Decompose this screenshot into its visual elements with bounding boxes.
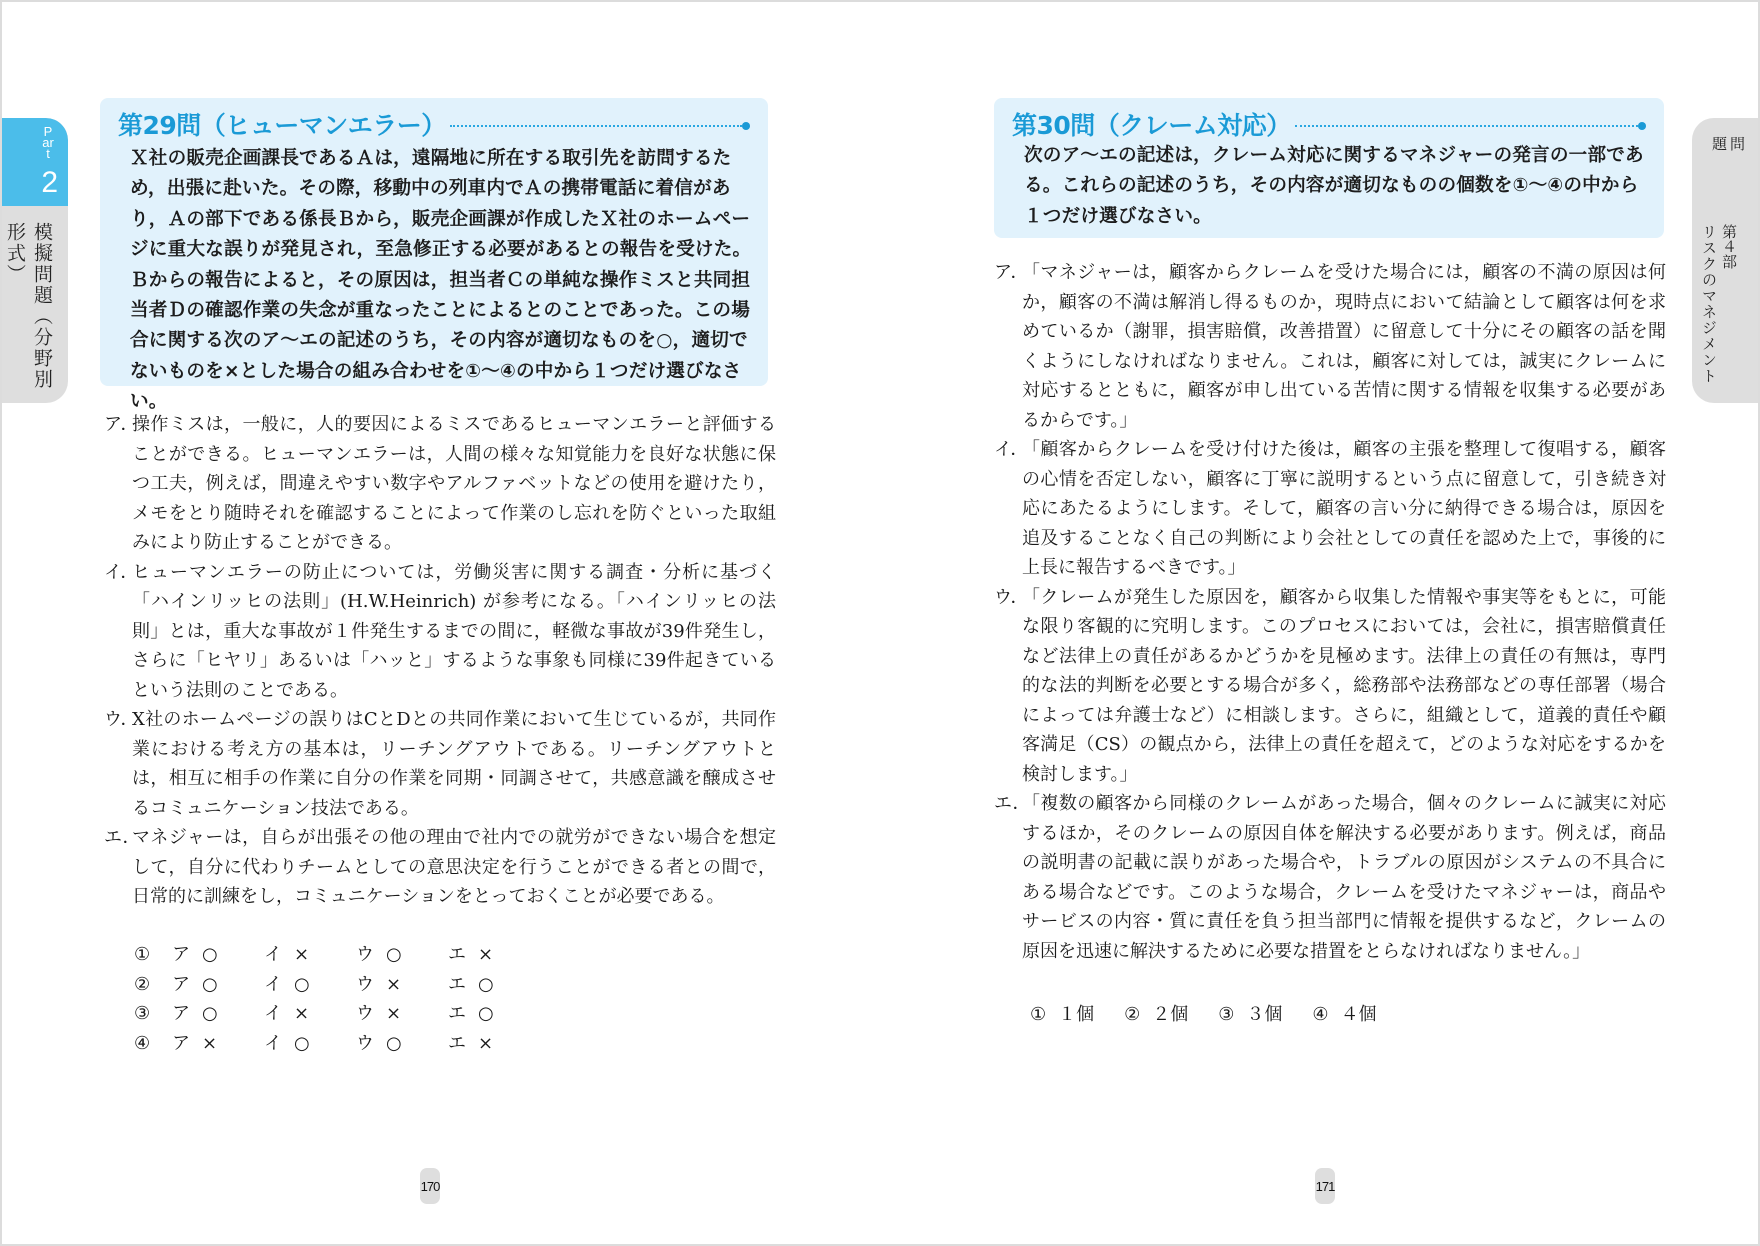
choice-mark: ○ — [202, 944, 218, 965]
choice-key: イ — [264, 944, 282, 965]
leader-dot-icon — [1638, 122, 1646, 130]
answer-choice-3[interactable] — [1218, 1000, 1282, 1030]
answer-choice-3[interactable] — [134, 999, 540, 1029]
statement-label: エ． — [104, 827, 141, 848]
section-label: 模擬問題（分野別形式） — [4, 222, 53, 390]
statement-label: イ． — [994, 439, 1029, 460]
choice-value: ４個 — [1340, 1004, 1377, 1025]
chapter-side-tab — [1692, 118, 1758, 403]
answer-choice-4[interactable] — [1312, 1000, 1376, 1030]
question-title-row — [1012, 106, 1646, 142]
choice-mark: ○ — [294, 1032, 310, 1054]
choice-number: ④ — [134, 1032, 151, 1054]
choice-mark: × — [478, 944, 494, 965]
statement-item — [994, 583, 1666, 790]
choice-number: ① — [134, 944, 151, 965]
choice-key: エ — [448, 944, 466, 965]
statement-item — [104, 558, 776, 706]
choice-mark: ○ — [202, 973, 218, 995]
statement-text: ヒューマンエラーの防止については，労働災害に関する調査・分析に基づく「ハインリッヒの法則」(H.W.Heinrich) が参考になる。「ハインリッヒの法則」とは，重大な事故が１件発生するまでの間に，軽微な事故が39件発生し，さらに「ヒヤリ」あるいは「ハッと」するような事象も同様に39件起きているという法則のことである。 — [132, 561, 776, 701]
choice-number: ② — [134, 973, 151, 995]
choice-key: ア — [172, 944, 190, 965]
problem-label-char: 題 — [1710, 136, 1728, 165]
choice-key: エ — [448, 1032, 466, 1054]
choice-value: １個 — [1058, 1004, 1095, 1025]
answer-choice-1[interactable] — [1030, 1000, 1094, 1030]
statement-item — [994, 258, 1666, 435]
question-prompt: 次のア～エの記述は，クレーム対応に関するマネジャーの発言の一部である。これらの記述のうち，その内容が適切なものの個数を①～④の中から１つだけ選びなさい。 — [1024, 145, 1644, 227]
answer-choice-1[interactable] — [134, 940, 540, 970]
statement-text: 「クレームが発生した原因を，顧客から収集した情報や事実等をもとに，可能な限り客観的に究明します。このプロセスにおいては，会社に，損害賠償責任など法律上の責任があるかどうかを見極めます。法律上の責任の有無は，専門的な法的判断を必要とする場合が多く，総務部や法務部などの専任部署（場合によっては弁護士など）に相談します。さらに，組織として，道義的責任や顧客満足（CS）の観点から，法律上の責任を超えて，どのような対応をするかを検討します。」 — [1022, 586, 1666, 785]
statement-label: イ． — [104, 561, 139, 583]
part-label: 第４部 — [1720, 224, 1738, 269]
statement-text: X社のホームページの誤りはCとDとの共同作業において生じているが，共同作業における考え方の基本は，リーチングアウトである。リーチングアウトとは，相互に相手の作業に自分の作業を同期・同調させて，共感意識を醸成させるコミュニケーション技法である。 — [132, 709, 776, 819]
choice-mark: ○ — [202, 1003, 218, 1024]
statement-label: ア． — [994, 262, 1029, 283]
choice-key: ウ — [356, 973, 374, 995]
choice-mark: × — [386, 1003, 402, 1024]
answer-choices — [1030, 1000, 1407, 1030]
problem-label — [1710, 136, 1746, 165]
statement-item — [104, 705, 776, 823]
choice-mark: ○ — [478, 1003, 494, 1024]
question-prompt: Ｘ社の販売企画課長であるＡは，遠隔地に所在する取引先を訪問するため，出張に赴いた。その際，移動中の列車内でＡの携帯電話に着信があり，Ａの部下である係長Ｂから，販売企画課が作成したＸ社のホームページに重大な誤りが発見され，至急修正する必要があるとの報告を受けた。Ｂからの報告によると，その原因は，担当者Ｃの単純な操作ミスと共同担当者Ｄの確認作業の失念が重なったことによるとのことであった。この場合に関する次のア～エの記述のうち，その内容が適切なものを○，適切でないものを×とした場合の組み合わせを①～④の中から１つだけ選びなさい。 — [130, 148, 752, 413]
choice-value: ３個 — [1246, 1004, 1283, 1025]
choice-key: ウ — [356, 1003, 374, 1024]
statement-label: ウ． — [994, 586, 1029, 608]
choice-mark: ○ — [478, 973, 494, 995]
choice-key: ウ — [356, 1032, 374, 1054]
statement-text: 「マネジャーは，顧客からクレームを受けた場合には，顧客の不満の原因は何か，顧客の不満は解消し得るものか，現時点において結論として顧客は何を求めているか（謝罪，損害賠償，改善措置）に留意して十分にその顧客の話を聞くようにしなければなりません。これは，顧客に対しては，誠実にクレームに対応するとともに，顧客が申し出ている苦情に関する情報を収集する必要があるからです。」 — [1022, 262, 1666, 431]
statement-list — [104, 410, 776, 912]
statement-item — [994, 789, 1666, 966]
choice-mark: ○ — [386, 944, 402, 965]
choice-key: エ — [448, 973, 466, 995]
choice-key: エ — [448, 1003, 466, 1024]
question-title-row — [118, 106, 750, 142]
statement-item — [104, 823, 776, 912]
choice-number: ③ — [134, 1003, 151, 1024]
question-title: 第30問（クレーム対応） — [1012, 111, 1291, 140]
statement-text: 操作ミスは，一般に，人的要因によるミスであるヒューマンエラーと評価することができる。ヒューマンエラーは，人間の様々な知覚能力を良好な状態に保つ工夫，例えば，間違えやすい数字やアルファベットなどの使用を避けたり，メモをとり随時それを確認することによって作業のし忘れを防ぐといった取組みにより防止することができる。 — [132, 414, 776, 553]
statement-text: 「顧客からクレームを受け付けた後は，顧客の主張を整理して復唱する，顧客の心情を否定しない，顧客に丁寧に説明するという点に留意して，引き続き対応にあたるようにします。そして，顧客の言い分に納得できる場合は，原因を追及することなく自己の判断により会社としての責任を認めた上で，事後的に上長に報告するべきです。」 — [1022, 439, 1666, 578]
choice-key: ア — [172, 973, 190, 995]
dotted-leader-line — [450, 125, 742, 127]
choice-number: ③ — [1218, 1004, 1235, 1025]
leader-dot-icon — [742, 122, 750, 130]
choice-mark: × — [202, 1032, 218, 1054]
chapter-label: リスクのマネジメント — [1700, 224, 1718, 384]
choice-mark: × — [478, 1032, 494, 1054]
choice-key: イ — [264, 973, 282, 995]
choice-number: ② — [1124, 1004, 1141, 1025]
dotted-leader-line — [1295, 125, 1638, 127]
choice-mark: × — [294, 944, 310, 965]
question-box — [100, 98, 768, 413]
choice-key: イ — [264, 1003, 282, 1024]
choice-value: ２個 — [1152, 1004, 1189, 1025]
statement-text: マネジャーは，自らが出張その他の理由で社内での就労ができない場合を想定して，自分に代わりチームとしての意思決定を行うことができる者との間で，日常的に訓練をし，コミュニケーションをとっておくことが必要である。 — [132, 827, 776, 907]
statement-list — [994, 258, 1666, 966]
choice-mark: ○ — [294, 973, 310, 995]
part-number: 2 — [41, 166, 58, 199]
statement-label: ウ． — [104, 709, 139, 730]
answer-choice-2[interactable] — [1124, 1000, 1188, 1030]
problem-label-char: 問 — [1728, 136, 1746, 165]
question-box — [994, 98, 1664, 238]
choice-mark: ○ — [386, 1032, 402, 1054]
choice-number: ① — [1030, 1004, 1047, 1025]
choice-mark: × — [386, 973, 402, 995]
question-title: 第29問（ヒューマンエラー） — [118, 111, 446, 140]
choice-key: イ — [264, 1032, 282, 1054]
choice-key: ウ — [356, 944, 374, 965]
statement-label: ア． — [104, 414, 139, 435]
statement-label: エ． — [994, 793, 1031, 814]
answer-choice-4[interactable] — [134, 1029, 540, 1059]
statement-item — [104, 410, 776, 558]
part-badge — [2, 118, 68, 206]
choice-key: ア — [172, 1032, 190, 1054]
statement-item — [994, 435, 1666, 583]
page-number: 170 — [420, 1168, 440, 1204]
part-word: Part — [42, 124, 54, 161]
statement-text: 「複数の顧客から同様のクレームがあった場合，個々のクレームに誠実に対応するほか，そのクレームの原因自体を解決する必要があります。例えば，商品の説明書の記載に誤りがあった場合や，トラブルの原因がシステムの不具合にある場合などです。このような場合，クレームを受けたマネジャーは，商品やサービスの内容・質に責任を負う担当部門に情報を提供するなど，クレームの原因を迅速に解決するために必要な措置をとらなければなりません。」 — [1022, 793, 1666, 962]
choice-number: ④ — [1312, 1004, 1329, 1025]
choice-mark: × — [294, 1003, 310, 1024]
choice-key: ア — [172, 1003, 190, 1024]
page-number: 171 — [1315, 1168, 1335, 1204]
part-side-tab — [2, 118, 68, 403]
answer-choice-2[interactable] — [134, 970, 540, 1000]
answer-choices — [134, 940, 540, 1058]
